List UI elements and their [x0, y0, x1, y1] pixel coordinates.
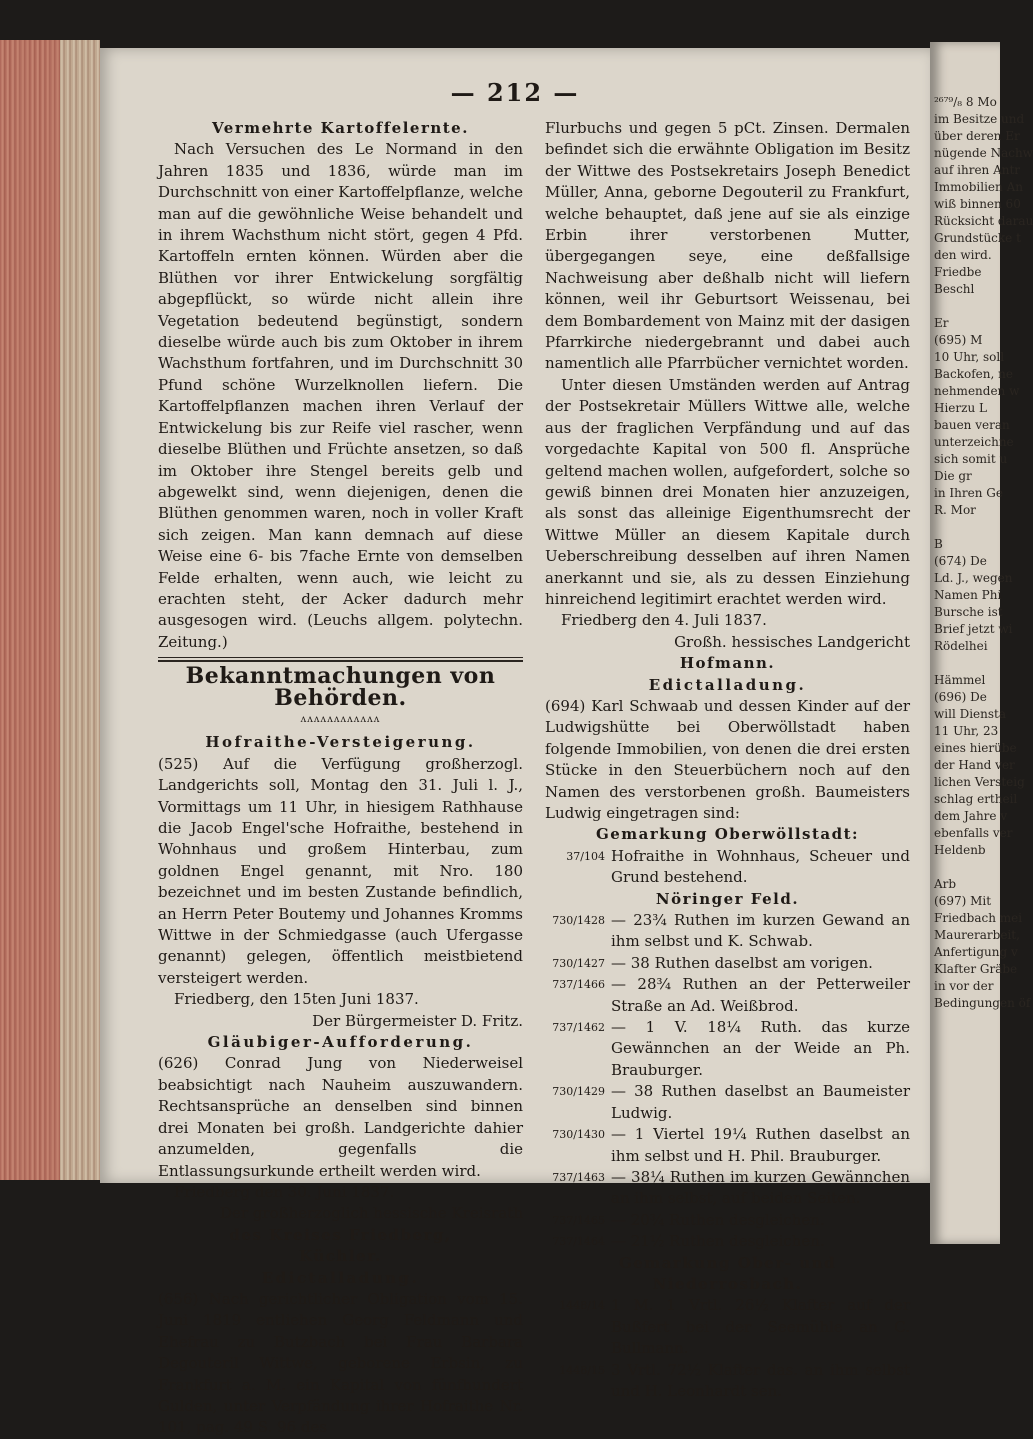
next-page-line: der Hand ver — [934, 758, 1015, 772]
next-page-line: R. Mor — [934, 503, 976, 517]
list-item — [545, 910, 910, 953]
notice-date: Friedberg den 30. Juni 1837. — [174, 1182, 395, 1201]
notice-body: (656) Nach gerichtlicher Obligation vom 15. Juni 1819 entliehen Georg Feldmann und Ehefrau zu Butzbach bei Frau Barbara Degouteril Wittwe, geborene Erbsin, zu Frankfurt a. M. ein Kapital von fünfhundert Gulden, unter Verpfändung ihrer Hofraithe Nr. 101, pag. 49 S. 96 des — [158, 1289, 523, 1437]
list-item — [545, 1124, 910, 1167]
next-page-line: will Diensta — [934, 707, 1007, 721]
notice-date: Friedberg den 4. Juli 1837. — [561, 611, 767, 630]
next-page-line: Beschl — [934, 282, 975, 296]
list-item — [545, 1231, 910, 1252]
section-title-glaeubiger: Gläubiger-Aufforderung. — [207, 1033, 474, 1052]
subheading-gemarkung: Gemarkung Ober- und Niederrosbach. — [618, 1253, 836, 1293]
next-page-line: Rödelhei — [934, 639, 988, 653]
parcel-text: — 38 Ruthen daselbst an Baumeister Ludwig. — [611, 1082, 910, 1122]
list-item — [545, 974, 910, 1017]
next-page-edge — [930, 42, 1033, 1244]
parcel-number: 730/1430 — [552, 1128, 605, 1142]
next-page-line: Er — [934, 316, 949, 330]
next-page-line: in Ihren Ge — [934, 486, 1003, 500]
notice-signature: Hofmann. — [679, 654, 776, 673]
next-page-line: (696) De — [934, 690, 987, 704]
list-item — [545, 1295, 910, 1359]
next-page-line: (695) M — [934, 333, 983, 347]
parcel-text: — 38 Ruthen daselbst am vorigen. — [611, 953, 873, 972]
subheading-field: Nöringer Feld. — [655, 889, 800, 908]
next-page-line: Die gr — [934, 469, 972, 483]
notice-body: (694) Karl Schwaab und dessen Kinder auf der Ludwigshütte bei Oberwöllstadt haben folgende Immobilien, von denen die drei ersten Stücke in den Steuerbüchern noch auf den Namen des verstorbenen großh. Baumeisters Ludwig eingetragen sind: — [545, 696, 910, 822]
parcel-text: — 20¾ Ruthen desgleichen. — [611, 1210, 825, 1229]
next-page-line: 11 Uhr, 23 — [934, 724, 999, 738]
parcel-number: 737/1462 — [552, 1021, 605, 1035]
next-page-line: sich somit u — [934, 452, 1008, 466]
section-title-edictalladung: Edictalladung. — [648, 675, 807, 694]
parcel-text: — 23¾ Ruthen im kurzen Gewand an ihm selbst und K. Schwab. — [611, 911, 910, 951]
parcel-text: — 1 Viertel 19¼ Ruthen daselbst an ihm selbst und H. Phil. Brauburger. — [611, 1125, 910, 1165]
page — [100, 48, 930, 1437]
next-page-line: nehmenden w — [934, 384, 1020, 398]
next-page-line: (674) De — [934, 554, 987, 568]
parcel-text: — 28¾ Ruthen an der Petterweiler Straße an Ad. Weißbrod. — [611, 975, 910, 1015]
notice-date: Friedberg, den 15ten Juni 1837. — [174, 990, 419, 1009]
next-page-line: wiß binnen 60 — [934, 197, 1021, 211]
next-page-line: Friedbe — [934, 265, 982, 279]
parcel-number: 737/1464 — [552, 1235, 605, 1249]
next-page-line: über deren Er — [934, 129, 1020, 143]
article-body: Nach Versuchen des Le Normand in den Jahren 1835 und 1836, würde man im Durchschnitt von einer Kartoffelpflanze, welche man auf die gewöhnliche Weise behandelt und in ihrem Wachsthum nicht stört, gegen 4 Pfd. Kartoffeln ernten können. Würden aber die Blüthen vor ihrer Entwickelung sorgfältig abgepflückt, so würde nicht allein ihre Vegetation bedeutend begünstigt, sondern dieselbe würde auch bis zum Oktober in ihrem Wachsthum fortfahren, und im Durchschnitt 30 Pfund schöne Wurzelknollen liefern. Die Kartoffelpflanzen machen ihren Verlauf der Entwickelung bis zur Reife viel rascher, wenn dieselbe Blüthen und Früchte ansetzen, so daß im Oktober ihre Stengel bereits gelb und abgewelkt sind, wenn diejenigen, denen die Blüthen genommen waren, noch in voller Kraft sich zeigen. Man kann demnach auf diese Weise eine 6- bis 7fache Ernte von demselben Felde erhalten, wenn auch, wie leicht zu erachten steht, der Acker dadurch mehr ausgesogen wird. (Leuchs allgem. polytechn. Zeitung.) — [158, 140, 523, 651]
notice-signature: des Kreises Friedberg, — [229, 1225, 452, 1244]
parcel-text: 1 M. 1 Vrtl. 26½ Klafter auf der Bußfert bei der Seemühle an C. Bullmann. — [611, 1296, 910, 1358]
left-column — [158, 118, 523, 1439]
next-page-line: auf ihren Antr — [934, 163, 1021, 177]
notice-body: (626) Conrad Jung von Niederweisel beabsichtigt nach Nauheim auszuwandern. Rechtsansprüche an denselben sind binnen drei Monaten bei großh. Landgerichte dahier anzumelden, gegenfalls die Entlassungsurkunde ertheilt werden wird. — [158, 1054, 523, 1180]
parcel-number: 737/1463 — [552, 1170, 605, 1184]
next-page-line: Heldenb — [934, 843, 986, 857]
next-page-line: Anfertigung v — [934, 945, 1018, 959]
next-page-line — [930, 859, 1000, 876]
next-page-line: den wird. — [934, 248, 992, 262]
next-page-line: Grundstücke t — [934, 231, 1021, 245]
parcel-number: 37/104 — [566, 849, 605, 863]
next-page-line: Brief jetzt wi — [934, 622, 1013, 636]
next-page-line: ebenfalls ver — [934, 826, 1013, 840]
list-item — [545, 846, 910, 889]
parcel-text: 3 Vrtl. 72½ Klafter das. an ihm selbst und H. Leonhardt sen. — [611, 1360, 910, 1400]
parcel-number: 730/1427 — [552, 956, 605, 970]
next-page-line — [930, 519, 1000, 536]
parcel-text: — 38¼ Ruthen im kurzen Gewännchen an ihm selbst, auf beiden Seiten. — [611, 1167, 910, 1208]
next-page-line: nügende Nachw — [934, 146, 1033, 160]
next-page-line: Hierzu L — [934, 401, 987, 415]
next-page-line: Namen Phi — [934, 588, 1002, 602]
next-page-line: B — [934, 537, 943, 551]
next-page-line: eines hierübe — [934, 741, 1017, 755]
section-title-hofraithe: Hofraithe-Versteigerung. — [205, 733, 476, 752]
next-page-line: im Besitze und — [934, 112, 1025, 126]
next-page-line: dem Jahre v — [934, 809, 1008, 823]
parcel-text: — 1 V. 18¼ Ruth. das kurze Gewännchen an der Weide an Ph. Brauburger. — [611, 1018, 910, 1079]
notice-signature: Küchler. — [299, 1247, 382, 1266]
notice-signature: Der Bürgermeister D. Fritz. — [312, 1011, 523, 1030]
next-page-line: (697) Mit — [934, 894, 992, 908]
next-page-line: Bedingungen öf — [934, 996, 1031, 1010]
next-page-line: Rücksicht darau — [934, 214, 1033, 228]
right-column — [545, 118, 910, 1402]
notice-body: Flurbuchs und gegen 5 pCt. Zinsen. Dermalen befindet sich die erwähnte Obligation im Besitz der Wittwe des Postsekretairs Joseph Benedict Müller, Anna, geborne Degouteril zu Frankfurt, welche behauptet, daß jene auf sie als einzige Erbin ihrer verstorbenen Mutter, übergegangen seye, eine deßfallsige Nachweisung aber deßhalb nicht will liefern können, weil ihr Geburtsort Weissenau, bei dem Bombardement von Mainz mit der dasigen Pfarrkirche niedergebrannt und dabei auch namentlich alle Pfarrbücher vernichtet worden. — [545, 119, 910, 373]
parcel-number: 737/1466 — [552, 978, 605, 992]
next-page-line: Klafter Gräbe — [934, 962, 1018, 976]
next-page-line: lichen Versteig — [934, 775, 1025, 789]
next-page-line: Hämmel — [934, 673, 986, 687]
parcel-number: 1448/15 — [559, 1363, 605, 1377]
list-item — [545, 1360, 910, 1403]
notice-signature: Großh. hessisches Landgericht — [674, 632, 910, 651]
list-item — [545, 1017, 910, 1081]
next-page-line: Arb — [934, 877, 957, 891]
divider — [158, 657, 523, 662]
list-item — [545, 1167, 910, 1210]
next-page-line: Ld. J., wegen — [934, 571, 1013, 585]
next-page-line: in vor der — [934, 979, 994, 993]
next-page-line — [930, 298, 1000, 315]
list-item — [545, 1081, 910, 1124]
section-title-edictalladung: Edictalladung. — [261, 1268, 420, 1287]
parcel-text: Hofraithe in Wohnhaus, Scheuer und Grund bestehend. — [611, 846, 910, 887]
main-heading: Bekanntmachungen von Behörden. — [185, 663, 496, 711]
next-page-line: schlag ertheil — [934, 792, 1018, 806]
next-page-line: bauen veran — [934, 418, 1010, 432]
next-page-line: unterzeichne — [934, 435, 1014, 449]
next-page-line: Maurerarbeit, — [934, 928, 1020, 942]
ornament: ᴧᴧᴧᴧᴧᴧᴧᴧᴧᴧᴧᴧ — [300, 713, 381, 725]
next-page-line: Friedbach mei — [934, 911, 1023, 925]
next-page-line: Immobilien An — [934, 180, 1023, 194]
next-page-line: 10 Uhr, soll — [934, 350, 1005, 364]
next-page-line: Backofen, ne — [934, 367, 1013, 381]
next-page-line: Bursche ist — [934, 605, 1003, 619]
parcel-number: 730/1429 — [552, 1085, 605, 1099]
book-page-edges — [0, 40, 100, 1180]
parcel-number: 737/1465 — [552, 1213, 605, 1227]
page-number: — 212 — — [450, 78, 580, 107]
parcel-number: 730/1428 — [552, 914, 605, 928]
section-title-kartoffelernte: Vermehrte Kartoffelernte. — [212, 119, 469, 137]
parcel-number: 1448/14 — [559, 1299, 605, 1313]
notice-signature: Der großherzoglich hessische Kreisrath — [219, 1204, 523, 1223]
notice-body: Unter diesen Umständen werden auf Antrag der Postsekretair Müllers Wittwe alle, welche aus der fraglichen Verpfändung und auf das vorgedachte Kapital von 500 fl. Ansprüche geltend machen wollen, aufgefordert, solche so gewiß binnen drei Monaten hier anzuzeigen, als sonst das alleinige Eigenthumsrecht der Wittwe Müller an diesem Kapitale durch Ueberschreibung desselben auf ihren Namen anerkannt und sie, als zu dessen Einziehung hinreichend legitimirt erachtet werden wird. — [545, 375, 910, 608]
list-item — [545, 953, 910, 974]
list-item — [545, 1210, 910, 1231]
parcel-text: — 21½ Ruthen desgleichen. — [611, 1232, 825, 1251]
notice-body: (525) Auf die Verfügung großherzogl. Landgerichts soll, Montag den 31. Juli l. J., Vormittags um 11 Uhr, in hiesigem Rathhause die Jacob Engel'sche Hofraithe, bestehend in Wohnhaus und großem Hinterbau, zum goldnen Engel genannt, mit Nro. 180 bezeichnet und im besten Zustande befindlich, an Herrn Peter Boutemy und Johannes Kromms Wittwe in der Schmiedgasse (auch Ufergasse genannt) gelegen, öffentlich meistbietend versteigert werden. — [158, 754, 523, 987]
next-page-line — [930, 655, 1000, 672]
next-page-line: ²⁶⁷⁹/₈ 8 Mo — [934, 95, 997, 109]
subheading-gemarkung: Gemarkung Oberwöllstadt: — [595, 825, 860, 844]
